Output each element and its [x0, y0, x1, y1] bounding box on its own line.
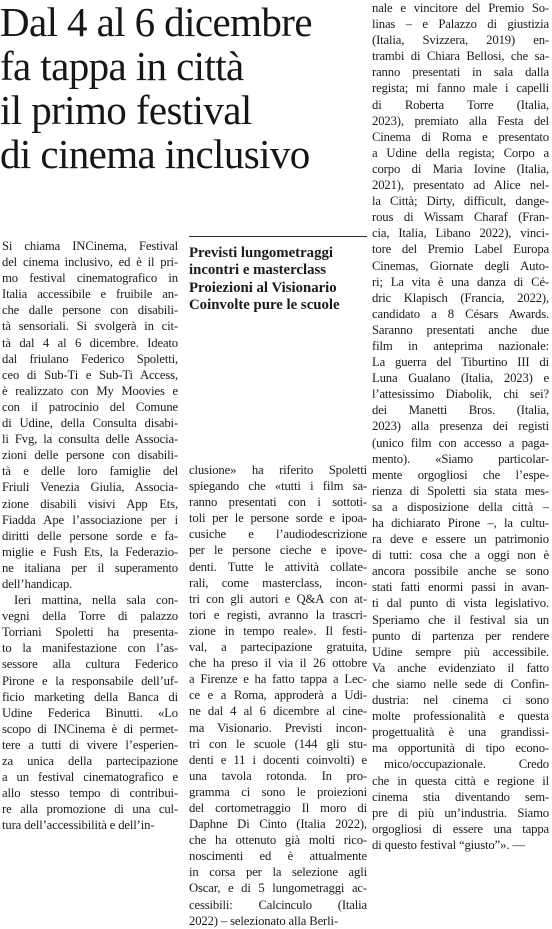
article-line: candidato a 8 Césars Awards. [372, 306, 549, 321]
article-line: ficio marketing della Banca di [2, 689, 178, 704]
article-line: l’attesissimo Diabolik, chi sei? [372, 387, 549, 402]
article-line: scopo di INCinema è di permet- [2, 721, 178, 736]
article-line: La guerra del Tiburtino III di [372, 355, 549, 370]
article-line: mento). «Siamo particolar- [372, 451, 549, 466]
article-line: denti e 11 i docenti coinvolti) e [189, 752, 367, 767]
article-line: to la manifestazione con l’as- [2, 641, 178, 656]
article-line: Torriani Spoletti ha presenta- [2, 625, 178, 640]
article-line: tà dal 4 al 6 dicembre. Ideato [2, 335, 178, 350]
article-line: corpo di Maria Iovine (Italia, [372, 161, 549, 176]
article-line: ranno presentati in sala dalla [372, 65, 549, 80]
article-line: trambi di Chiara Bellosi, che sa- [372, 49, 549, 64]
article-line: 2023) alla presenza dei registi [372, 419, 549, 434]
subheadline-deck [189, 245, 369, 314]
article-line: zione disabili visivi App Ets, [2, 496, 178, 511]
article-line: tere a tutti di vivere l’esperien- [2, 737, 178, 752]
article-line: a Firenze e ha fatto tappa a Lec- [189, 672, 367, 687]
article-line: zione in tempo reale». Il festi- [189, 623, 367, 638]
article-line: Oscar, e di 5 lungometraggi ac- [189, 881, 367, 896]
article-line: Ieri mattina, nella sala con- [14, 593, 178, 608]
article-line: ceo di Sub-Ti e Sub-Ti Access, [2, 367, 178, 382]
article-line: allo stesso tempo di contribui- [2, 786, 178, 801]
article-line: ne italiana per il superamento [2, 560, 178, 575]
article-line: che ha ottenuto già molti rico- [189, 833, 367, 848]
article-line: ce e a Roma, approderà a Udi- [189, 688, 367, 703]
article-line: una tavola rotonda. In pro- [189, 768, 367, 783]
article-line: Cinema di Roma e presentato [372, 129, 549, 144]
article-line: che siamo nelle sede di Confin- [372, 676, 549, 691]
article-line: sessore alla cultura Federico [2, 657, 178, 672]
article-line: è realizzato con My Moovies e [2, 383, 178, 398]
article-line: Saranno presentati anche due [372, 322, 549, 337]
article-line: Fiadda Ape l’associazione per i [2, 512, 178, 527]
article-line: di questo festival “giusto”». — [372, 837, 525, 852]
article-line: del cinema inclusivo, ed è il pri- [2, 255, 178, 270]
headline-line-4: di cinema inclusivo [0, 131, 310, 177]
headline [0, 0, 370, 176]
article-line: ranno presentati con i sottoti- [189, 495, 367, 510]
deck-rule [189, 236, 367, 237]
article-line: Pirone e la responsabile dell’uf- [2, 673, 178, 688]
article-line: di tutti: cosa che a oggi non è [372, 548, 549, 563]
article-line: che dalle persone con disabili- [2, 303, 178, 318]
article-line: toli per le persone sorde e ipoa- [189, 511, 367, 526]
article-line: con il patrocinio del Comune [2, 399, 178, 414]
article-line: 2021), presentato ad Alice nel- [372, 178, 549, 193]
article-line: ma Visionario. Previsti incon- [189, 720, 367, 735]
article-line: molte professionalità e questa [372, 709, 549, 724]
article-line: ti dal punto di vista legislativo. [372, 596, 549, 611]
article-line: dell’handicap. [2, 576, 73, 591]
article-line: nale e vincitore del Premio So- [372, 1, 549, 15]
headline-line-1: Dal 4 al 6 dicembre [0, 0, 312, 45]
article-column-1 [2, 238, 178, 833]
article-line: rali, come masterclass, incon- [189, 575, 367, 590]
article-line: ma opportunità di tipo econo- [372, 741, 549, 756]
article-line: cinema stia diventando sem- [372, 789, 549, 804]
article-line: 2023), premiato alla Festa del [372, 113, 549, 128]
article-line: mo festival cinematografico in [2, 271, 178, 286]
article-line: Italia accessibile e fruibile an- [2, 287, 178, 302]
article-line: cia, Italia, Libano 2022), vinci- [372, 226, 549, 241]
article-line: rienza di Spoletti sia stata mes- [372, 483, 549, 498]
article-line: spiegando che «tutti i film sa- [189, 479, 367, 494]
article-line: film in anteprima nazionale: [372, 338, 549, 353]
article-line: regista; mi fanno male i capelli [372, 81, 549, 96]
article-line: del cortometraggio Il moro di [189, 800, 367, 815]
deck-line-4: Coinvolte pure le scuole [189, 296, 340, 313]
article-line: vegni della Torre di palazzo [2, 609, 178, 624]
article-line: sa a disposizione della città – [372, 499, 549, 514]
article-line: (unico film con accesso a paga- [372, 435, 549, 450]
article-line: dric Klapisch (Francia, 2022), [372, 290, 549, 305]
article-line: noscimenti ed è attualmente [189, 849, 367, 864]
deck-line-1: Previsti lungometraggi [189, 245, 333, 261]
article-line: 2022) – selezionato alla Berli- [189, 913, 338, 928]
article-line: (Italia, Svizzera, 2019) en- [372, 33, 549, 48]
article-line: clusione» ha riferito Spoletti [189, 463, 367, 477]
article-line: Cinemas, Giornate degli Auto- [372, 258, 549, 273]
article-line: re alla promozione di una cul- [2, 802, 178, 817]
article-line: dustria: nel cinema ci sono [372, 693, 549, 708]
article-line: tore del Premio Label Europa [372, 242, 549, 257]
article-line: mente orgogliosi che l’espe- [372, 467, 549, 482]
article-line: a Udine della regista; Corpo a [372, 145, 549, 160]
article-line: Va anche evidenziato il fatto [372, 660, 549, 675]
article-line: rous di Wissam Charaf (Fran- [372, 210, 549, 225]
article-line: cessibili: Calcinculo (Italia [189, 897, 367, 912]
article-line: dei Manetti Bros. (Italia, [372, 403, 549, 418]
article-line: Luna Gualano (Italia, 2023) e [372, 371, 549, 386]
article-line: tà sensoriali. Si svolgerà in cit- [2, 319, 178, 334]
article-line: che ha preso il via il 26 ottobre [189, 656, 367, 671]
article-line: Udine Federica Binutti. «Lo [2, 705, 178, 720]
article-line: li Fvg, la consulta delle Associa- [2, 432, 178, 447]
article-line: di Udine, della Consulta disabi- [2, 416, 178, 431]
deck-line-2: incontri e masterclass [189, 262, 326, 279]
headline-line-3: il primo festival [0, 87, 252, 133]
headline-line-2: fa tappa in città [0, 43, 244, 89]
article-line: tri con gli autori e Q&A con at- [189, 591, 367, 606]
article-line: ri; La vita è una danza di Cé- [372, 274, 549, 289]
article-line: progettualità è una grandissi- [372, 725, 549, 740]
article-line: dal friulano Federico Spoletti, [2, 351, 178, 366]
article-line: che in questa città e regione il [372, 773, 549, 788]
article-column-3 [372, 0, 549, 853]
article-line: tri con le scuole (144 gli stu- [189, 736, 367, 751]
article-line: linas – e Palazzo di giustizia [372, 17, 549, 32]
article-line: Udine sempre più accessibile. [372, 644, 549, 659]
article-line: Si chiama INCinema, Festival [2, 239, 178, 253]
article-line: ancora possibile anche se sono [372, 564, 549, 579]
article-line: ha dichiarato Pirone –, la cultu- [372, 516, 549, 530]
article-line: cusiche e l’audiodescrizione [189, 527, 367, 542]
article-column-2 [189, 462, 367, 929]
article-line: punto di partenza per rendere [372, 628, 549, 643]
article-line: diritti delle persone sorde e fa- [2, 528, 178, 543]
article-line: Friuli Venezia Giulia, Associa- [2, 480, 178, 495]
article-line: tura dell’accessibilità e dell’in- [2, 818, 155, 833]
article-line: miglie e Fush Ets, la Federazio- [2, 544, 178, 559]
article-line: gramma ci sono le proiezioni [189, 784, 367, 799]
article-line: di Roberta Torre (Italia, [372, 97, 549, 112]
article-line: in corsa per la selezione agli [189, 865, 367, 880]
article-line: stati fatti enormi passi in avan- [372, 580, 549, 595]
article-line: per le persone cieche e ipove- [189, 543, 367, 558]
article-line: mico/occupazionale. Credo [384, 757, 549, 772]
deck-line-3: Proiezioni al Visionario [189, 279, 337, 296]
article-line: ne dal 4 al 6 dicembre al cine- [189, 704, 367, 719]
article-line: pre di più un’industria. Siamo [372, 805, 549, 820]
article-line: zioni delle persone con disabili- [2, 448, 178, 463]
article-line: Daphne Di Cinto (Italia 2022), [189, 817, 367, 832]
article-line: tori e registi, avranno la trascri- [189, 607, 367, 622]
article-line: za unica della partecipazione [2, 754, 178, 768]
article-line: val, a partecipazione gratuita, [189, 640, 367, 655]
article-line: denti. Tutte le attività collate- [189, 559, 367, 574]
article-line: tà e delle loro famiglie del [2, 464, 178, 479]
article-line: a un festival cinematografico e [2, 770, 178, 785]
article-line: Speriamo che il festival sia un [372, 612, 549, 627]
article-line: ra deve e essere un patrimonio [372, 532, 549, 547]
article-line: orgogliosi di essere una tappa [372, 821, 549, 836]
article-line: la Città; Dirty, difficult, dange- [372, 194, 549, 209]
